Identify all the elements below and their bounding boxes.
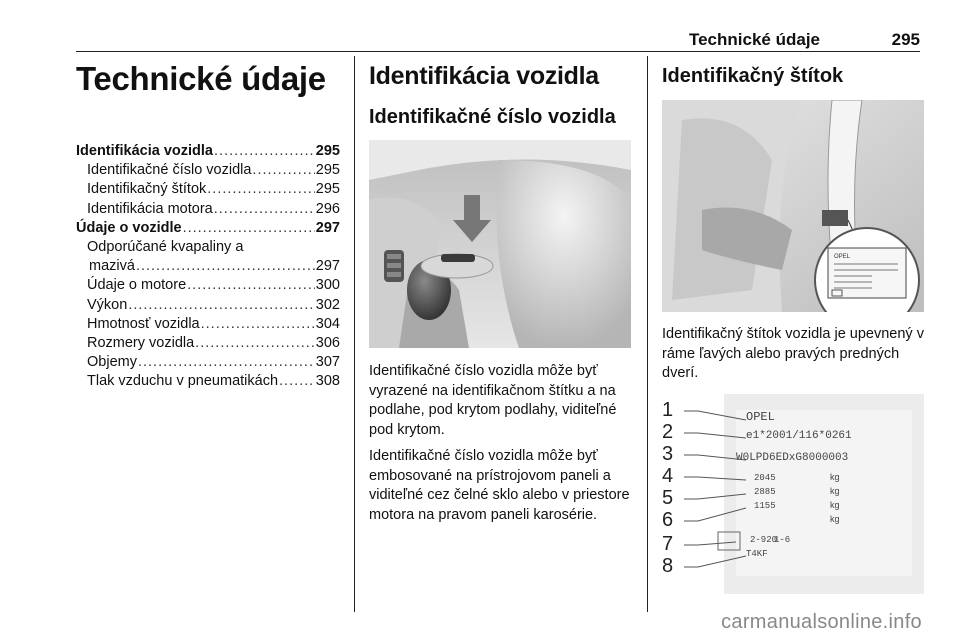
plate-heading: Identifikačný štítok	[662, 65, 844, 87]
plate-diagram-svg	[662, 394, 924, 594]
callout-number: 3	[662, 443, 674, 465]
vin-location-photo	[369, 140, 631, 348]
toc-label: Tlak vzduchu v pneumatikách	[87, 373, 279, 390]
toc-leader-dots	[214, 200, 315, 219]
toc-entry[interactable]	[76, 334, 340, 353]
toc-leader-dots	[195, 334, 315, 353]
vin-paragraph-1: Identifikačné číslo vozidla môže byť vyrazené na identifikačnom štítku a na podlahe, pod krytom podlahy, viditeľné pod krytom.	[369, 363, 617, 438]
callout-number: 5	[662, 487, 674, 509]
toc-label: Objemy	[87, 354, 137, 371]
toc-page-number: 306	[315, 335, 340, 352]
column-divider-2	[647, 56, 648, 612]
plate-line-text: T4KF	[746, 549, 768, 559]
column-divider-1	[354, 56, 355, 612]
toc-leader-dots	[279, 372, 315, 391]
toc-label: Odporúčané kvapaliny a	[87, 239, 244, 256]
vin-location-illustration	[369, 140, 631, 348]
toc-page-number: 302	[315, 296, 340, 313]
plate-unit-text: kg	[830, 472, 840, 482]
callout-number: 4	[662, 465, 674, 487]
toc-leader-dots	[187, 276, 315, 295]
toc-label: Identifikačný štítok	[87, 181, 207, 198]
watermark: carmanualsonline.info	[721, 611, 922, 633]
toc-page-number: 297	[315, 258, 340, 275]
toc-page-number: 295	[315, 162, 340, 179]
toc-entry[interactable]	[76, 257, 340, 276]
toc-entry[interactable]	[76, 142, 340, 161]
toc-label: Údaje o motore	[87, 277, 187, 294]
toc-page-number: 307	[315, 354, 340, 371]
page-number: 295	[891, 30, 920, 49]
toc-label: Rozmery vozidla	[87, 335, 195, 352]
mini-plate-label: OPEL	[834, 254, 851, 260]
toc-entry[interactable]	[76, 180, 340, 199]
callout-number: 1	[662, 399, 674, 421]
plate-line-text: W0LPD6EDxG8000003	[736, 452, 849, 464]
plate-location-illustration	[662, 100, 924, 312]
plate-line-text: OPEL	[746, 410, 775, 424]
plate-line-text: 2885	[754, 487, 776, 497]
plate-line-text: e1*2001/116*0261	[746, 430, 852, 442]
toc-page-number: 300	[315, 277, 340, 294]
toc-page-number: 304	[315, 315, 340, 332]
toc-page-number: 297	[315, 219, 340, 236]
toc-entry[interactable]	[76, 353, 340, 372]
plate-unit-text: kg	[830, 514, 840, 524]
toc-page-number: 308	[315, 373, 340, 390]
toc-leader-dots	[136, 257, 315, 276]
header-title: Technické údaje	[688, 30, 820, 49]
toc-leader-dots	[128, 296, 314, 315]
identification-plate-diagram	[662, 394, 924, 594]
plate-line-text: 2-920	[750, 535, 778, 545]
running-header	[76, 30, 920, 52]
toc-leader-dots	[183, 219, 315, 238]
toc-entry[interactable]	[76, 238, 340, 257]
chapter-title: Technické údaje	[76, 60, 326, 97]
callout-number: 8	[662, 555, 674, 577]
toc-label: Údaje o vozidle	[76, 219, 182, 236]
plate-unit-text: kg	[830, 500, 840, 510]
toc-label: Hmotnosť vozidla	[87, 315, 200, 332]
toc-leader-dots	[207, 180, 315, 199]
toc-leader-dots	[201, 315, 315, 334]
toc-entry[interactable]	[76, 296, 340, 315]
toc-page-number: 295	[315, 143, 340, 159]
section-title: Identifikácia vozidla	[369, 62, 599, 90]
toc-entry[interactable]	[76, 276, 340, 295]
toc-label: Identifikácia vozidla	[76, 143, 213, 159]
plate-line-text: 2045	[754, 473, 776, 483]
toc-leader-dots	[252, 161, 314, 180]
toc-page-number: 296	[315, 200, 340, 217]
toc-entry[interactable]	[76, 161, 340, 180]
table-of-contents	[76, 142, 340, 392]
callout-number: 6	[662, 509, 674, 531]
vin-heading: Identifikačné číslo vozidla	[369, 106, 616, 128]
toc-leader-dots	[214, 142, 315, 161]
toc-entry[interactable]	[76, 219, 340, 238]
plate-unit-text: kg	[830, 486, 840, 496]
toc-entry[interactable]	[76, 315, 340, 334]
header-rule	[76, 51, 920, 52]
toc-entry[interactable]	[76, 372, 340, 391]
toc-label: Identifikácia motora	[87, 200, 213, 217]
plate-line-text: 1-6	[774, 535, 791, 545]
vin-paragraph-2: Identifikačné číslo vozidla môže byť embosované na prístrojovom paneli a viditeľné cez čelné sklo alebo v priestore motora na pravom paneli karosérie.	[369, 448, 630, 523]
toc-label: Identifikačné číslo vozidla	[87, 162, 252, 179]
toc-page-number: 295	[315, 181, 340, 198]
toc-entry[interactable]	[76, 200, 340, 219]
toc-label: Výkon	[87, 296, 128, 313]
toc-leader-dots	[138, 353, 315, 372]
toc-label: mazivá	[89, 258, 135, 275]
callout-number: 2	[662, 421, 674, 443]
plate-paragraph: Identifikačný štítok vozidla je upevnený v ráme ľavých alebo pravých predných dverí.	[662, 326, 924, 381]
plate-location-photo	[662, 100, 924, 312]
plate-line-text: 1155	[754, 501, 776, 511]
callout-number: 7	[662, 533, 674, 555]
